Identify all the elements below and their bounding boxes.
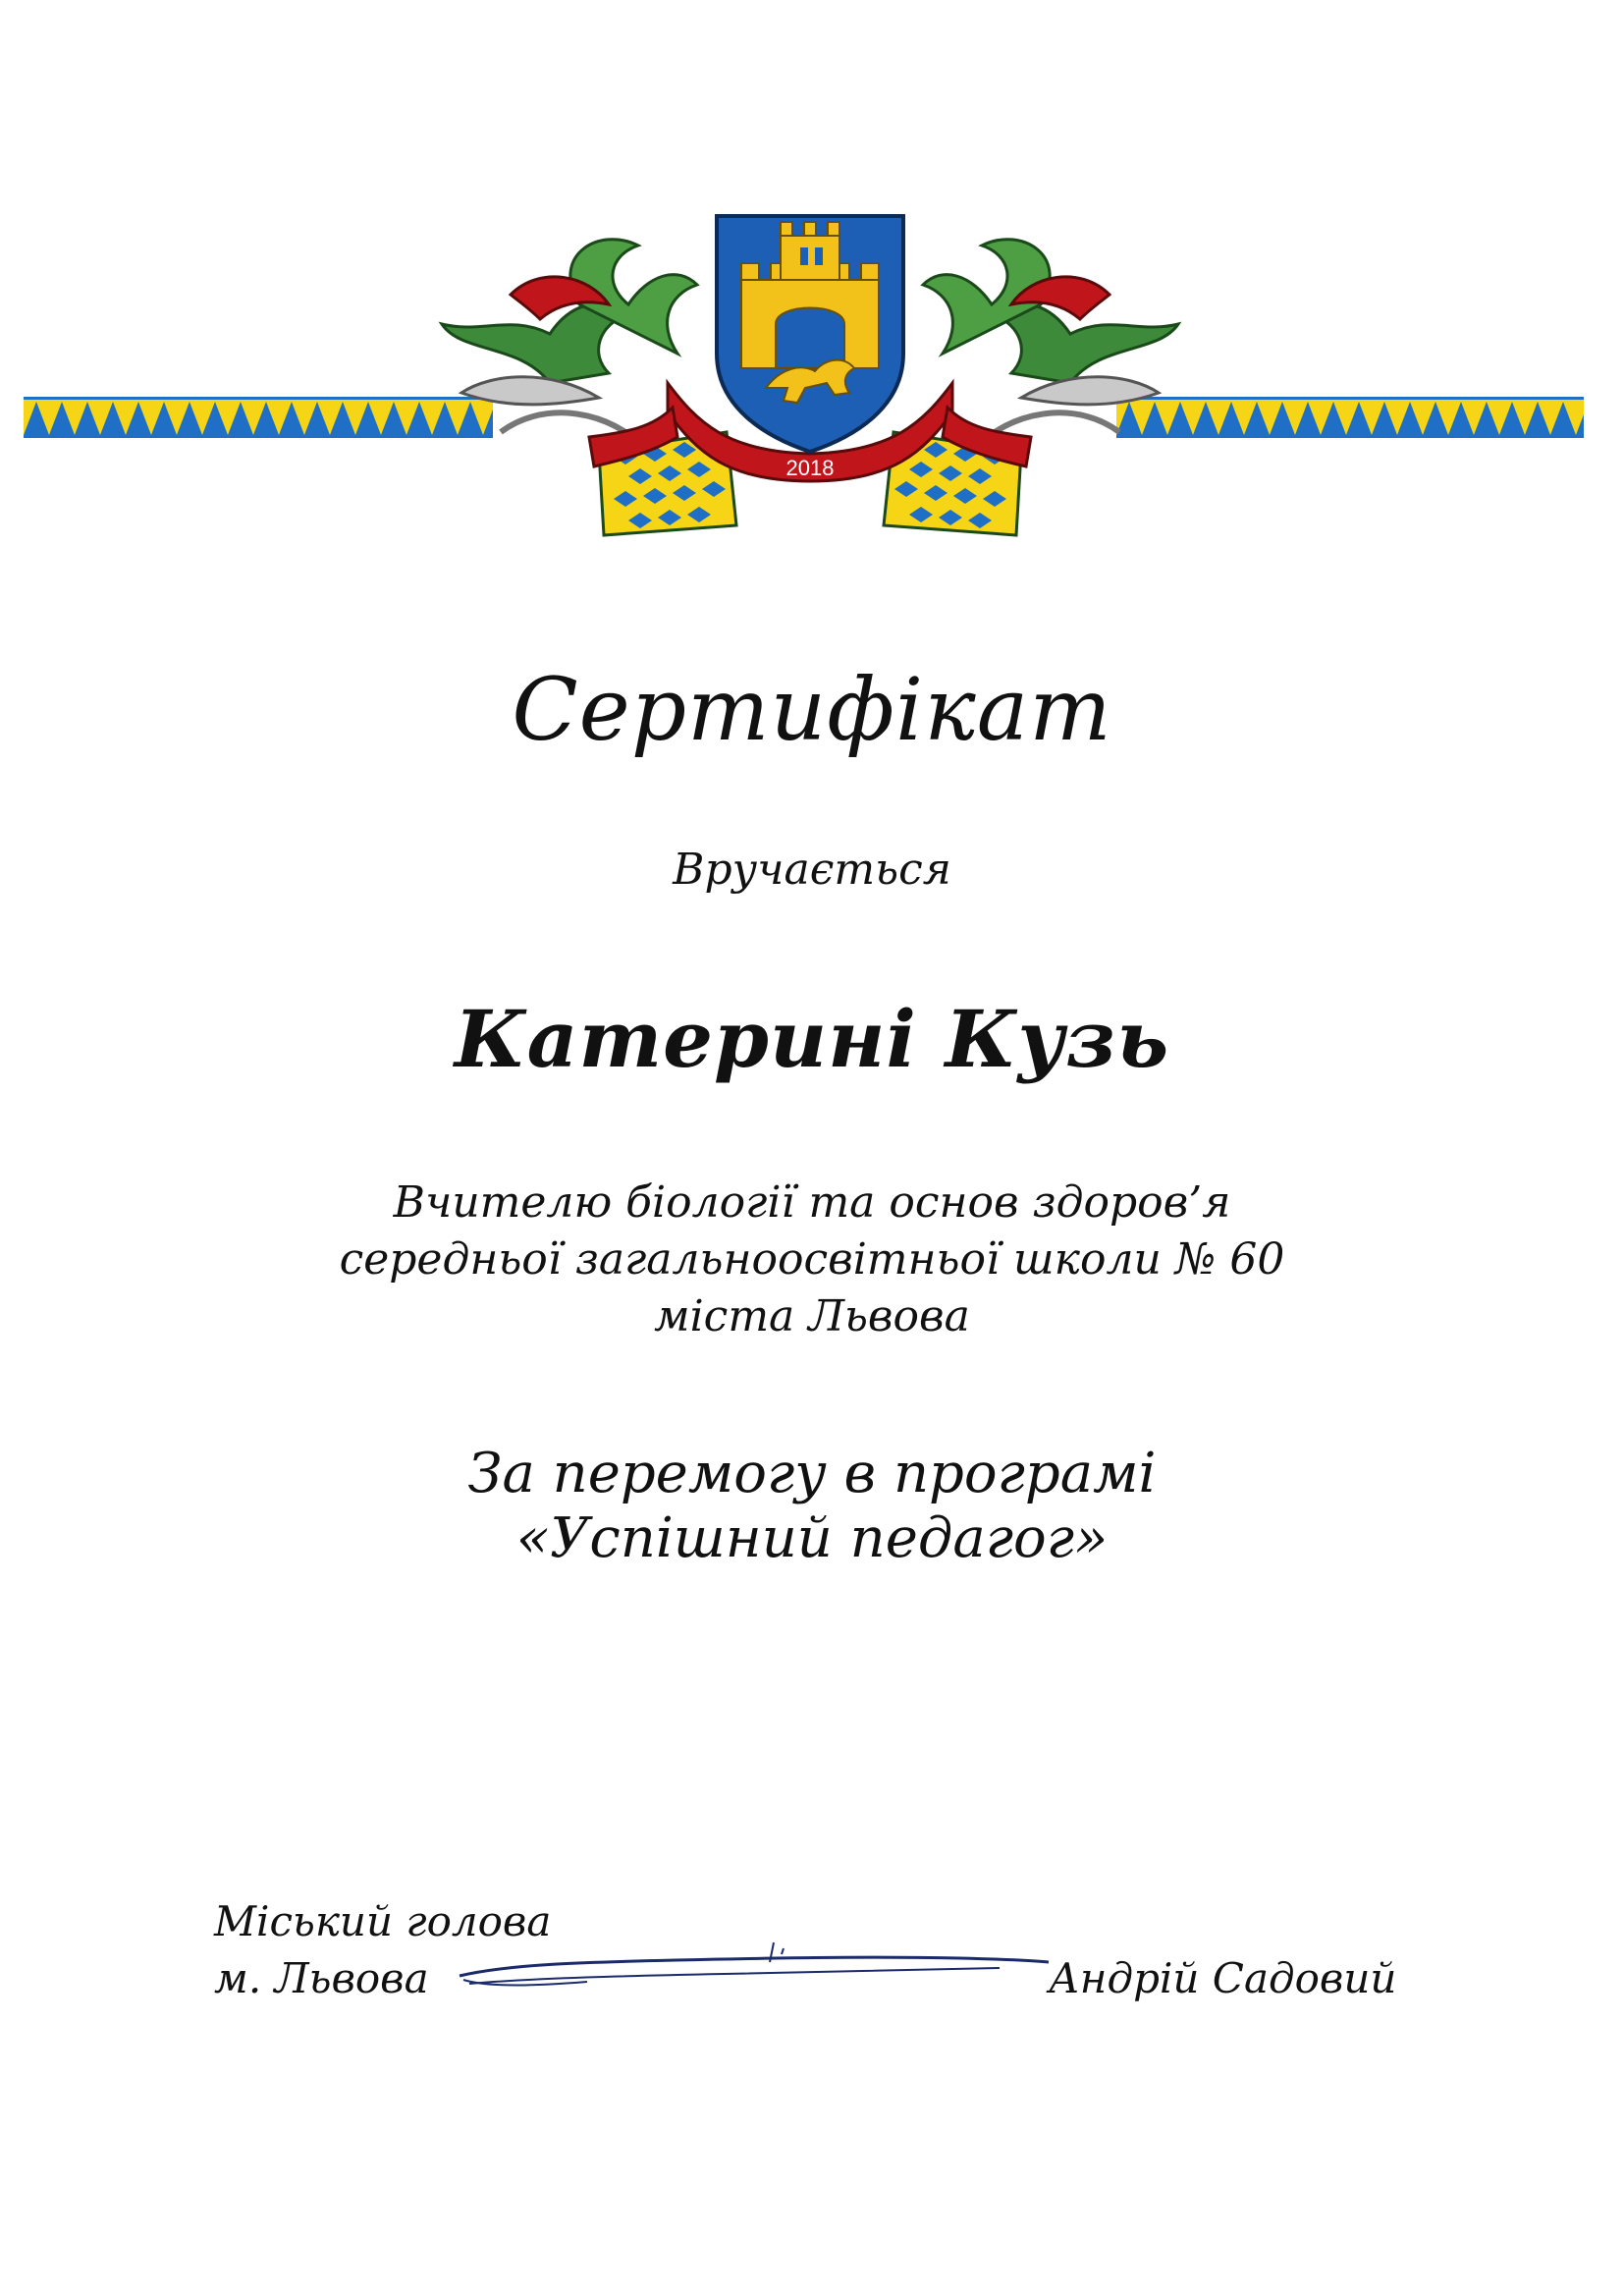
position-line: середньої загальноосвітньої школи № 60	[339, 1234, 1285, 1285]
shield-icon	[717, 216, 903, 452]
signatory-title-line: Міський голова	[214, 1897, 552, 1945]
reason-line: За перемогу в програмі	[467, 1442, 1157, 1505]
position-line: міста Львова	[654, 1291, 970, 1341]
signatory-title-line: м. Львова	[214, 1954, 429, 2002]
handwritten-signature	[450, 1935, 1058, 2013]
reason-line: «Успішний педагог»	[515, 1506, 1109, 1570]
position-line: Вчителю біології та основ здоров’я	[393, 1177, 1231, 1228]
foliage-left-icon	[442, 240, 697, 442]
presented-label: Вручається	[673, 845, 951, 895]
certificate-title: Сертифікат	[512, 659, 1112, 760]
lviv-coat-of-arms-emblem	[403, 187, 1218, 540]
award-reason	[0, 1442, 1624, 1571]
signatory-name: Андрій Садовий	[1049, 1954, 1397, 2002]
recipient-position	[0, 1175, 1624, 1345]
foliage-right-icon	[923, 240, 1178, 442]
recipient-name: Катерині Кузь	[454, 993, 1170, 1085]
emblem-year: 2018	[785, 456, 835, 480]
